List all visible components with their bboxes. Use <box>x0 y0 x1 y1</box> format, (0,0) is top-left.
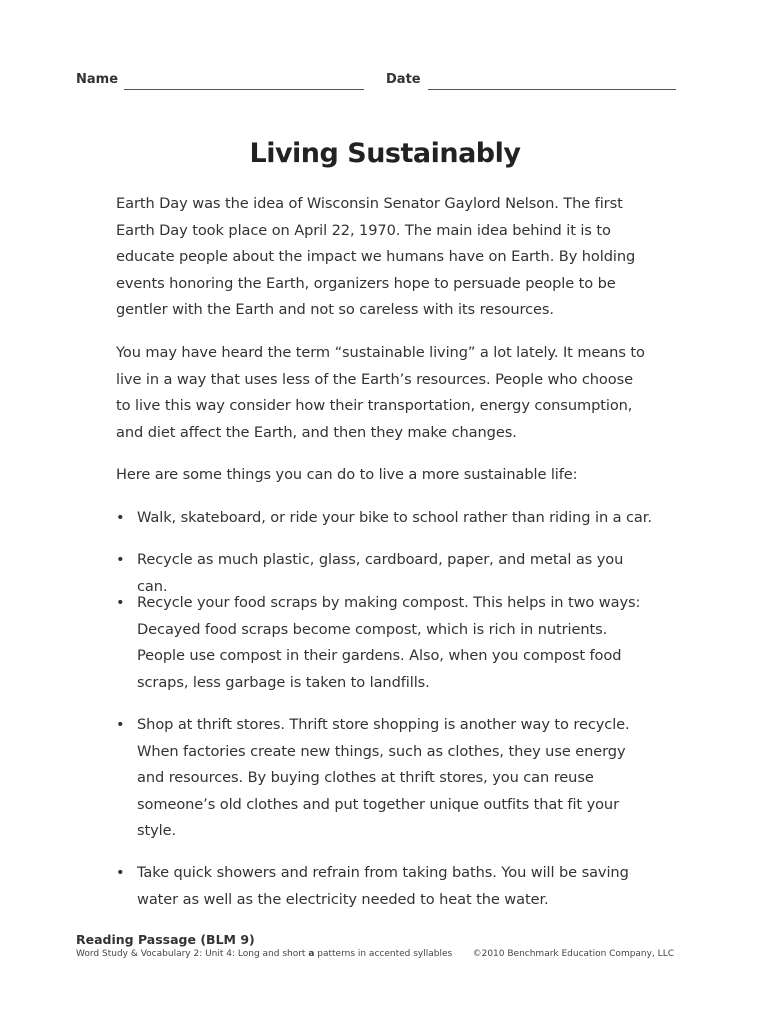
footer-subtitle <box>76 949 452 959</box>
paragraph-sustainable-living: You may have heard the term “sustainable living” a lot lately. It means to live in a way that uses less of the Earth’s resources. People who choose to live this way consider how their transportation, energy consumption, and diet affect the Earth, and then they make changes. <box>116 344 645 441</box>
list-item-text: Recycle as much plastic, glass, cardboard, paper, and metal as you can. <box>137 551 624 595</box>
bullet-icon: • <box>116 551 125 568</box>
paragraph-earth-day: Earth Day was the idea of Wisconsin Senator Gaylord Nelson. The first Earth Day took place on April 22, 1970. The main idea behind it is to educate people about the impact we humans have on Earth. By holding events honoring the Earth, organizers hope to persuade people to be gentler with the Earth and not so careless with its resources. <box>116 195 636 318</box>
list-item <box>116 590 656 696</box>
name-label: Name <box>76 72 119 87</box>
list-item-text: Recycle your food scraps by making compost. This helps in two ways: Decayed food scraps become compost, which is rich in nutrients. People use compost in their gardens. Also, when you compost food scraps, less garbage is taken to landfills. <box>137 594 641 691</box>
date-field[interactable] <box>428 89 676 90</box>
bullet-icon: • <box>116 864 125 881</box>
name-date-header <box>76 72 676 92</box>
list-item <box>116 505 656 532</box>
footer-title: Reading Passage (BLM 9) <box>76 932 255 947</box>
footer-subtitle-post: patterns in accented syllables <box>314 949 453 959</box>
list-item-text: Take quick showers and refrain from taking baths. You will be saving water as well as the electricity needed to heat the water. <box>137 864 629 908</box>
footer-subtitle-bold: a <box>308 949 315 959</box>
page-title: Living Sustainably <box>249 138 521 169</box>
paragraph-list-intro: Here are some things you can do to live a more sustainable life: <box>116 466 578 483</box>
footer-copyright: ©2010 Benchmark Education Company, LLC <box>472 949 674 959</box>
name-field[interactable] <box>124 89 364 90</box>
bullet-icon: • <box>116 716 125 733</box>
bullet-icon: • <box>116 509 125 526</box>
list-item <box>116 860 656 913</box>
list-item-text: Shop at thrift stores. Thrift store shopping is another way to recycle. When factories create new things, such as clothes, they use energy and resources. By buying clothes at thrift stores, you can reuse someone’s old clothes and put together unique outfits that fit your style. <box>137 716 630 839</box>
bullet-icon: • <box>116 594 125 611</box>
list-item-text: Walk, skateboard, or ride your bike to school rather than riding in a car. <box>137 509 652 526</box>
date-label: Date <box>386 72 421 87</box>
list-item <box>116 712 656 845</box>
footer-subtitle-pre: Word Study & Vocabulary 2: Unit 4: Long and short <box>76 949 309 959</box>
